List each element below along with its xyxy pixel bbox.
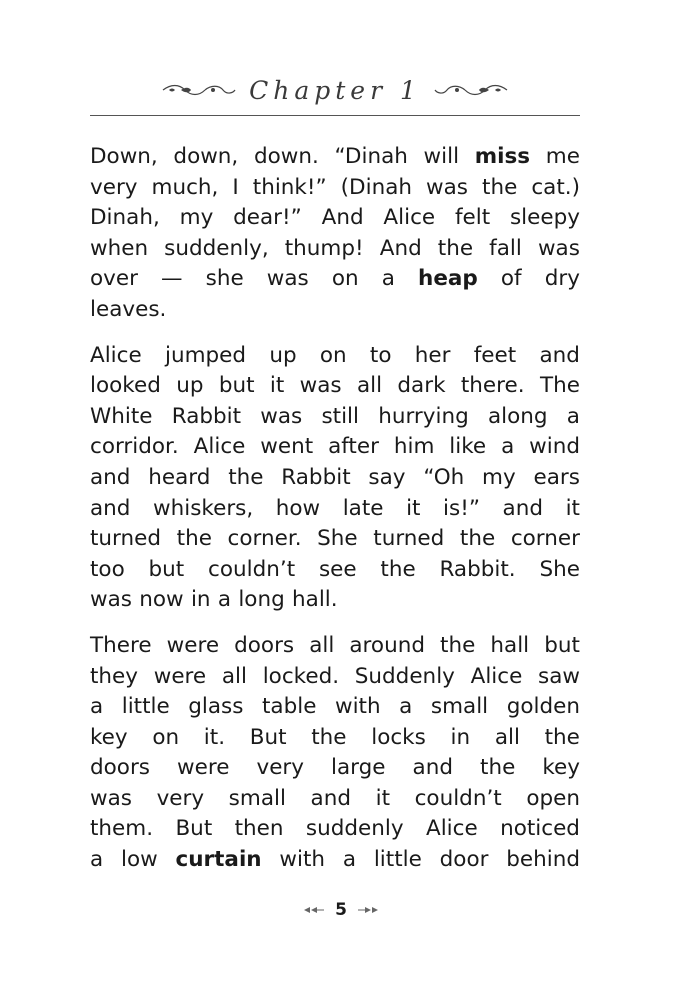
text-line bbox=[90, 494, 580, 525]
right-footer-ornament-icon bbox=[357, 905, 379, 915]
word: and bbox=[539, 342, 580, 368]
word: the bbox=[380, 556, 416, 582]
word: over bbox=[90, 266, 138, 292]
word: a bbox=[566, 403, 580, 429]
word: them. bbox=[90, 816, 154, 842]
word: will bbox=[423, 144, 460, 169]
word: all bbox=[494, 724, 520, 750]
left-footer-ornament-icon bbox=[303, 905, 325, 915]
word: key bbox=[90, 724, 128, 750]
word: the bbox=[544, 724, 580, 750]
word: a bbox=[399, 694, 413, 720]
word: went bbox=[260, 434, 314, 460]
word: And bbox=[321, 205, 364, 231]
word: and bbox=[90, 495, 131, 521]
word: White bbox=[90, 403, 153, 429]
text-line bbox=[90, 142, 580, 173]
body-text bbox=[90, 142, 580, 891]
word: Dinah, bbox=[90, 205, 160, 231]
word: dry bbox=[544, 266, 580, 292]
word: long bbox=[238, 587, 285, 613]
text-line bbox=[90, 432, 580, 463]
right-flourish-icon bbox=[433, 81, 509, 99]
text-line bbox=[90, 234, 580, 265]
text-line bbox=[90, 784, 580, 815]
word: Alice bbox=[90, 342, 142, 368]
word: turned bbox=[90, 526, 162, 552]
word: doors bbox=[90, 755, 150, 781]
text-line bbox=[90, 753, 580, 784]
word: heard bbox=[148, 464, 211, 490]
word: dear!” bbox=[233, 205, 302, 231]
word: corner. bbox=[227, 526, 302, 552]
word: suddenly, bbox=[164, 235, 269, 261]
word: was bbox=[260, 403, 303, 429]
word: like bbox=[449, 434, 487, 460]
word: now bbox=[139, 587, 184, 613]
word: to bbox=[369, 342, 392, 368]
word: there. bbox=[460, 373, 525, 399]
word: in bbox=[450, 724, 471, 750]
word: she bbox=[205, 266, 244, 292]
word: corridor. bbox=[90, 434, 179, 460]
word: a bbox=[342, 847, 357, 873]
text-line bbox=[90, 341, 580, 372]
word: small bbox=[228, 785, 286, 811]
word: low bbox=[120, 847, 158, 873]
word: — bbox=[161, 266, 183, 292]
word: around bbox=[349, 632, 425, 658]
word: the bbox=[480, 755, 516, 781]
word: see bbox=[318, 556, 357, 582]
word: a bbox=[501, 434, 515, 460]
word: looked bbox=[90, 373, 161, 399]
word: say bbox=[368, 464, 406, 490]
word: very bbox=[256, 755, 304, 781]
text-line bbox=[90, 723, 580, 754]
word: turned bbox=[373, 526, 445, 552]
word: a bbox=[381, 266, 395, 292]
word: her bbox=[414, 342, 451, 368]
word: much, bbox=[151, 174, 219, 200]
word: felt bbox=[454, 205, 491, 231]
bold-word: miss bbox=[474, 144, 531, 169]
page-number: 5 bbox=[335, 900, 347, 920]
text-line bbox=[90, 585, 580, 616]
header-divider bbox=[90, 115, 580, 116]
word: down. bbox=[253, 144, 319, 169]
word: it. bbox=[203, 724, 226, 750]
word: locks bbox=[371, 724, 426, 750]
word: little bbox=[373, 847, 422, 873]
word: and bbox=[502, 495, 543, 521]
word: was bbox=[299, 373, 342, 399]
word: was bbox=[537, 235, 580, 261]
word: dark bbox=[397, 373, 446, 399]
word: But bbox=[175, 816, 213, 842]
word: me bbox=[545, 144, 580, 169]
word: was bbox=[90, 587, 132, 613]
word: is!” bbox=[443, 495, 480, 521]
word: couldn’t bbox=[208, 556, 296, 582]
word: cat.) bbox=[531, 174, 580, 200]
text-line bbox=[90, 295, 580, 326]
text-line bbox=[90, 371, 580, 402]
word: all bbox=[309, 632, 335, 658]
word: down, bbox=[173, 144, 239, 169]
chapter-title: Chapter 1 bbox=[249, 75, 421, 105]
text-line bbox=[90, 845, 580, 876]
word: think!” bbox=[252, 174, 327, 200]
word: There bbox=[90, 632, 152, 658]
word: hall bbox=[490, 632, 530, 658]
word: in bbox=[190, 587, 211, 613]
page-footer bbox=[0, 900, 682, 920]
word: along bbox=[487, 403, 548, 429]
word: whiskers, bbox=[153, 495, 254, 521]
word: Alice bbox=[193, 434, 246, 460]
word: She bbox=[539, 556, 580, 582]
word: all bbox=[221, 663, 247, 689]
word: they bbox=[90, 663, 139, 689]
word: how bbox=[275, 495, 321, 521]
word: after bbox=[328, 434, 379, 460]
word: fall bbox=[489, 235, 522, 261]
word: behind bbox=[506, 847, 580, 873]
word: the bbox=[459, 526, 496, 552]
word: it bbox=[269, 373, 285, 399]
paragraph bbox=[90, 142, 580, 326]
word: were bbox=[177, 755, 230, 781]
word: but bbox=[148, 556, 185, 582]
text-line bbox=[90, 463, 580, 494]
word: Rabbit bbox=[281, 464, 351, 490]
word: The bbox=[539, 373, 580, 399]
word: doors bbox=[234, 632, 295, 658]
word: hall. bbox=[292, 587, 338, 613]
word: key bbox=[542, 755, 580, 781]
word: open bbox=[526, 785, 580, 811]
word: ears bbox=[533, 464, 580, 490]
word: my bbox=[482, 464, 516, 490]
word: Suddenly bbox=[354, 663, 455, 689]
word: Alice bbox=[470, 663, 523, 689]
word: the bbox=[176, 526, 212, 552]
word: the bbox=[440, 632, 476, 658]
word: locked. bbox=[262, 663, 340, 689]
bold-word: heap bbox=[418, 266, 478, 292]
word: with bbox=[335, 694, 381, 720]
text-line bbox=[90, 203, 580, 234]
word: wind bbox=[529, 434, 580, 460]
word: on bbox=[331, 266, 359, 292]
text-line bbox=[90, 173, 580, 204]
word: on bbox=[152, 724, 180, 750]
word: were bbox=[166, 632, 220, 658]
text-line bbox=[90, 814, 580, 845]
word: hurrying bbox=[378, 403, 469, 429]
word: a bbox=[90, 694, 104, 720]
word: couldn’t bbox=[414, 785, 502, 811]
word: all bbox=[356, 373, 383, 399]
word: was bbox=[90, 785, 132, 811]
word: “Oh bbox=[423, 464, 465, 490]
word: And bbox=[379, 235, 422, 261]
word: golden bbox=[506, 694, 580, 720]
word: She bbox=[317, 526, 358, 552]
text-line bbox=[90, 402, 580, 433]
text-line bbox=[90, 264, 580, 295]
paragraph bbox=[90, 341, 580, 616]
word: were bbox=[153, 663, 207, 689]
word: him bbox=[393, 434, 435, 460]
word: my bbox=[179, 205, 214, 231]
word: feet bbox=[473, 342, 517, 368]
word: of bbox=[500, 266, 522, 292]
word: the bbox=[311, 724, 347, 750]
word: glass bbox=[188, 694, 244, 720]
word: Down, bbox=[90, 144, 158, 169]
word: Alice bbox=[425, 816, 478, 842]
word: then bbox=[234, 816, 284, 842]
word: little bbox=[121, 694, 170, 720]
word: sleepy bbox=[509, 205, 580, 231]
text-line bbox=[90, 662, 580, 693]
word: jumped bbox=[164, 342, 247, 368]
word: the bbox=[482, 174, 518, 200]
word: and bbox=[90, 464, 131, 490]
word: the bbox=[228, 464, 264, 490]
left-flourish-icon bbox=[161, 81, 237, 99]
chapter-header bbox=[90, 70, 580, 116]
word: the bbox=[437, 235, 474, 261]
word: late bbox=[342, 495, 384, 521]
bold-word: curtain bbox=[175, 847, 262, 873]
word: but bbox=[544, 632, 580, 658]
text-line bbox=[90, 524, 580, 555]
text-line bbox=[90, 692, 580, 723]
chapter-header-row bbox=[90, 70, 580, 110]
word: on bbox=[319, 342, 347, 368]
word: when bbox=[90, 235, 149, 261]
word: leaves. bbox=[90, 296, 167, 322]
word: was bbox=[426, 174, 468, 200]
word: a bbox=[90, 847, 104, 873]
word: Rabbit. bbox=[439, 556, 516, 582]
word: small bbox=[430, 694, 489, 720]
word: noticed bbox=[500, 816, 580, 842]
word: large bbox=[331, 755, 386, 781]
word: thump! bbox=[284, 235, 364, 261]
word: table bbox=[262, 694, 317, 720]
word: Rabbit bbox=[171, 403, 242, 429]
word: too bbox=[90, 556, 125, 582]
word: (Dinah bbox=[340, 174, 413, 200]
word: it bbox=[375, 785, 390, 811]
word: saw bbox=[538, 663, 580, 689]
text-line bbox=[90, 631, 580, 662]
word: with bbox=[279, 847, 326, 873]
text-line bbox=[90, 555, 580, 586]
word: but bbox=[218, 373, 255, 399]
word: Alice bbox=[383, 205, 436, 231]
word: “Dinah bbox=[334, 144, 408, 169]
word: and bbox=[412, 755, 453, 781]
word: suddenly bbox=[305, 816, 404, 842]
word: I bbox=[232, 174, 239, 200]
word: very bbox=[90, 174, 138, 200]
word: up bbox=[176, 373, 204, 399]
word: door bbox=[439, 847, 489, 873]
word: up bbox=[269, 342, 297, 368]
word: very bbox=[156, 785, 205, 811]
word: But bbox=[249, 724, 287, 750]
word: was bbox=[266, 266, 309, 292]
paragraph bbox=[90, 631, 580, 876]
word: it bbox=[565, 495, 580, 521]
word: and bbox=[310, 785, 351, 811]
word: corner bbox=[510, 526, 580, 552]
word: still bbox=[321, 403, 360, 429]
word: it bbox=[406, 495, 421, 521]
word: a bbox=[217, 587, 232, 613]
